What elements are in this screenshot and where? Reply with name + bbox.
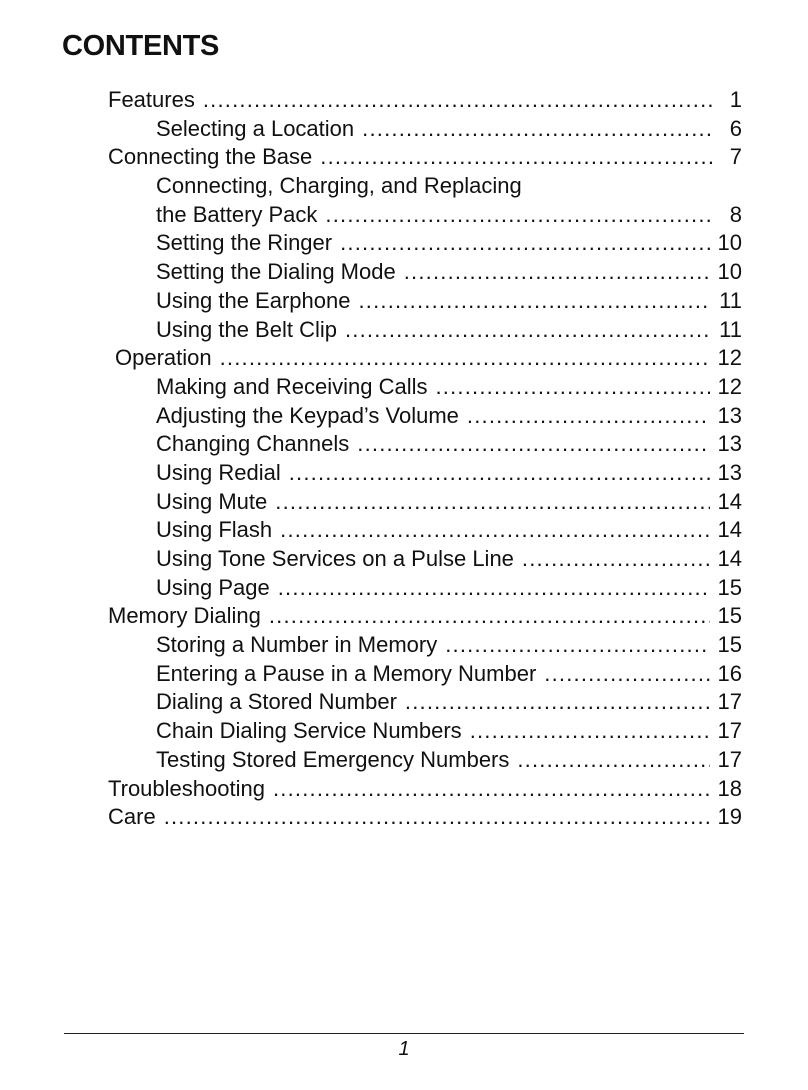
table-of-contents bbox=[0, 86, 808, 832]
toc-entry[interactable] bbox=[0, 516, 808, 545]
toc-entry[interactable] bbox=[0, 803, 808, 832]
toc-entry-line bbox=[108, 86, 742, 114]
dot-leader bbox=[522, 545, 710, 573]
toc-entry[interactable] bbox=[0, 143, 808, 172]
toc-entry-label: Care bbox=[108, 804, 156, 830]
toc-entry-label: Using Flash bbox=[156, 517, 273, 543]
toc-entry-line bbox=[156, 201, 742, 229]
toc-entry-label: Using Mute bbox=[156, 488, 268, 514]
toc-entry-label: Connecting the Base bbox=[108, 144, 313, 170]
toc-entry-label: the Battery Pack bbox=[156, 201, 318, 227]
toc-entry-line bbox=[156, 631, 742, 659]
toc-entry-page: 14 bbox=[717, 517, 742, 543]
toc-entry[interactable] bbox=[0, 201, 808, 230]
toc-entry-page: 19 bbox=[717, 804, 742, 830]
toc-entry-page: 15 bbox=[717, 632, 742, 658]
toc-entry-page: 12 bbox=[717, 345, 742, 371]
toc-entry-line bbox=[108, 602, 742, 630]
dot-leader bbox=[517, 746, 709, 774]
dot-leader bbox=[320, 143, 712, 171]
toc-entry-page: 13 bbox=[717, 459, 742, 485]
toc-entry[interactable] bbox=[0, 86, 808, 115]
toc-entry-label: Selecting a Location bbox=[156, 115, 355, 141]
dot-leader bbox=[405, 688, 710, 716]
toc-entry[interactable] bbox=[0, 688, 808, 717]
toc-entry-page: 17 bbox=[717, 718, 742, 744]
toc-entry-line bbox=[115, 344, 742, 372]
toc-entry[interactable] bbox=[0, 660, 808, 689]
toc-entry-page: 17 bbox=[717, 689, 742, 715]
toc-entry[interactable] bbox=[0, 574, 808, 603]
toc-entry-line bbox=[156, 746, 742, 774]
dot-leader bbox=[325, 201, 712, 229]
toc-entry-page: 11 bbox=[719, 316, 742, 342]
toc-entry-page: 14 bbox=[717, 546, 742, 571]
toc-entry-line bbox=[156, 172, 742, 200]
toc-entry-page: 13 bbox=[717, 402, 742, 428]
toc-entry[interactable] bbox=[0, 545, 808, 574]
toc-entry-page: 18 bbox=[717, 775, 742, 801]
toc-entry-line bbox=[156, 229, 742, 257]
dot-leader bbox=[220, 344, 710, 372]
toc-entry[interactable] bbox=[0, 172, 808, 201]
toc-entry-label: Troubleshooting bbox=[108, 775, 265, 801]
toc-entry-line bbox=[156, 717, 742, 745]
toc-entry-line bbox=[156, 660, 742, 688]
toc-entry[interactable] bbox=[0, 344, 808, 373]
toc-entry-label: Using Tone Services on a Pulse Line bbox=[156, 546, 514, 571]
toc-entry-line bbox=[156, 287, 742, 315]
toc-entry-line bbox=[108, 143, 742, 171]
toc-entry-label: Making and Receiving Calls bbox=[156, 373, 428, 399]
dot-leader bbox=[358, 287, 711, 315]
toc-entry-line bbox=[156, 574, 742, 602]
dot-leader bbox=[278, 574, 710, 602]
dot-leader bbox=[345, 316, 711, 344]
dot-leader bbox=[404, 258, 710, 286]
toc-entry-label: Features bbox=[108, 87, 195, 112]
toc-entry-page: 17 bbox=[717, 746, 742, 772]
toc-entry[interactable] bbox=[0, 746, 808, 775]
page-number: 1 bbox=[398, 1038, 410, 1060]
page-title: CONTENTS bbox=[62, 30, 220, 62]
toc-entry-label: Adjusting the Keypad’s Volume bbox=[156, 402, 459, 428]
toc-entry-line bbox=[156, 545, 742, 573]
toc-entry-label: Dialing a Stored Number bbox=[156, 689, 397, 715]
toc-entry[interactable] bbox=[0, 631, 808, 660]
toc-entry-line bbox=[156, 258, 742, 286]
dot-leader bbox=[340, 229, 709, 257]
toc-entry-line bbox=[156, 459, 742, 487]
toc-entry-page: 15 bbox=[717, 603, 742, 629]
toc-entry-line bbox=[156, 688, 742, 716]
toc-entry-label: Storing a Number in Memory bbox=[156, 632, 438, 658]
toc-entry-line bbox=[156, 373, 742, 401]
toc-entry-page: 8 bbox=[729, 201, 742, 227]
toc-entry-label: Testing Stored Emergency Numbers bbox=[156, 746, 510, 772]
dot-leader bbox=[357, 430, 709, 458]
toc-entry-line bbox=[156, 430, 742, 458]
toc-entry[interactable] bbox=[0, 229, 808, 258]
toc-entry-label: Changing Channels bbox=[156, 431, 350, 457]
dot-leader bbox=[445, 631, 709, 659]
toc-entry[interactable] bbox=[0, 287, 808, 316]
dot-leader bbox=[269, 602, 710, 630]
dot-leader bbox=[203, 86, 712, 114]
toc-entry-label: Setting the Dialing Mode bbox=[156, 259, 396, 285]
toc-entry-line bbox=[156, 516, 742, 544]
toc-entry-page: 7 bbox=[729, 144, 742, 170]
toc-entry-label: Connecting, Charging, and Replacing bbox=[156, 173, 522, 199]
toc-entry[interactable] bbox=[0, 373, 808, 402]
dot-leader bbox=[275, 488, 709, 516]
toc-entry-label: Using Redial bbox=[156, 459, 281, 485]
toc-entry[interactable] bbox=[0, 430, 808, 459]
toc-entry-page: 12 bbox=[717, 373, 742, 399]
toc-entry-page: 16 bbox=[717, 660, 742, 686]
toc-entry-page: 15 bbox=[717, 574, 742, 600]
dot-leader bbox=[544, 660, 709, 688]
dot-leader bbox=[467, 402, 710, 430]
toc-entry-line bbox=[156, 316, 742, 344]
dot-leader bbox=[362, 115, 712, 143]
toc-entry-label: Entering a Pause in a Memory Number bbox=[156, 660, 537, 686]
toc-entry-label: Using the Belt Clip bbox=[156, 316, 337, 342]
toc-entry-label: Using Page bbox=[156, 574, 270, 600]
toc-entry-page: 10 bbox=[717, 259, 742, 285]
dot-leader bbox=[289, 459, 710, 487]
toc-entry-label: Operation bbox=[115, 345, 212, 371]
toc-entry-page: 13 bbox=[717, 431, 742, 457]
toc-entry[interactable] bbox=[0, 717, 808, 746]
toc-entry[interactable] bbox=[0, 775, 808, 804]
toc-entry-page: 14 bbox=[717, 488, 742, 514]
toc-entry[interactable] bbox=[0, 316, 808, 345]
dot-leader bbox=[273, 775, 710, 803]
toc-entry-label: Setting the Ringer bbox=[156, 230, 333, 256]
toc-entry-line bbox=[156, 115, 742, 143]
toc-entry-line bbox=[156, 488, 742, 516]
toc-entry-line bbox=[108, 803, 742, 831]
toc-entry[interactable] bbox=[0, 602, 808, 631]
toc-entry-page: 10 bbox=[717, 230, 742, 256]
dot-leader bbox=[280, 516, 709, 544]
toc-entry-page: 11 bbox=[719, 287, 742, 313]
toc-entry-label: Using the Earphone bbox=[156, 287, 351, 313]
toc-entry-page: 6 bbox=[729, 115, 742, 141]
toc-entry[interactable] bbox=[0, 258, 808, 287]
toc-entry[interactable] bbox=[0, 402, 808, 431]
toc-entry[interactable] bbox=[0, 459, 808, 488]
toc-entry-line bbox=[108, 775, 742, 803]
dot-leader bbox=[435, 373, 709, 401]
toc-entry[interactable] bbox=[0, 488, 808, 517]
toc-entry-line bbox=[156, 402, 742, 430]
toc-entry-label: Memory Dialing bbox=[108, 603, 261, 629]
footer-divider bbox=[64, 1033, 744, 1034]
toc-entry-label: Chain Dialing Service Numbers bbox=[156, 718, 462, 744]
dot-leader bbox=[164, 803, 710, 831]
toc-entry-page: 1 bbox=[729, 87, 742, 112]
toc-entry[interactable] bbox=[0, 115, 808, 144]
dot-leader bbox=[470, 717, 710, 745]
